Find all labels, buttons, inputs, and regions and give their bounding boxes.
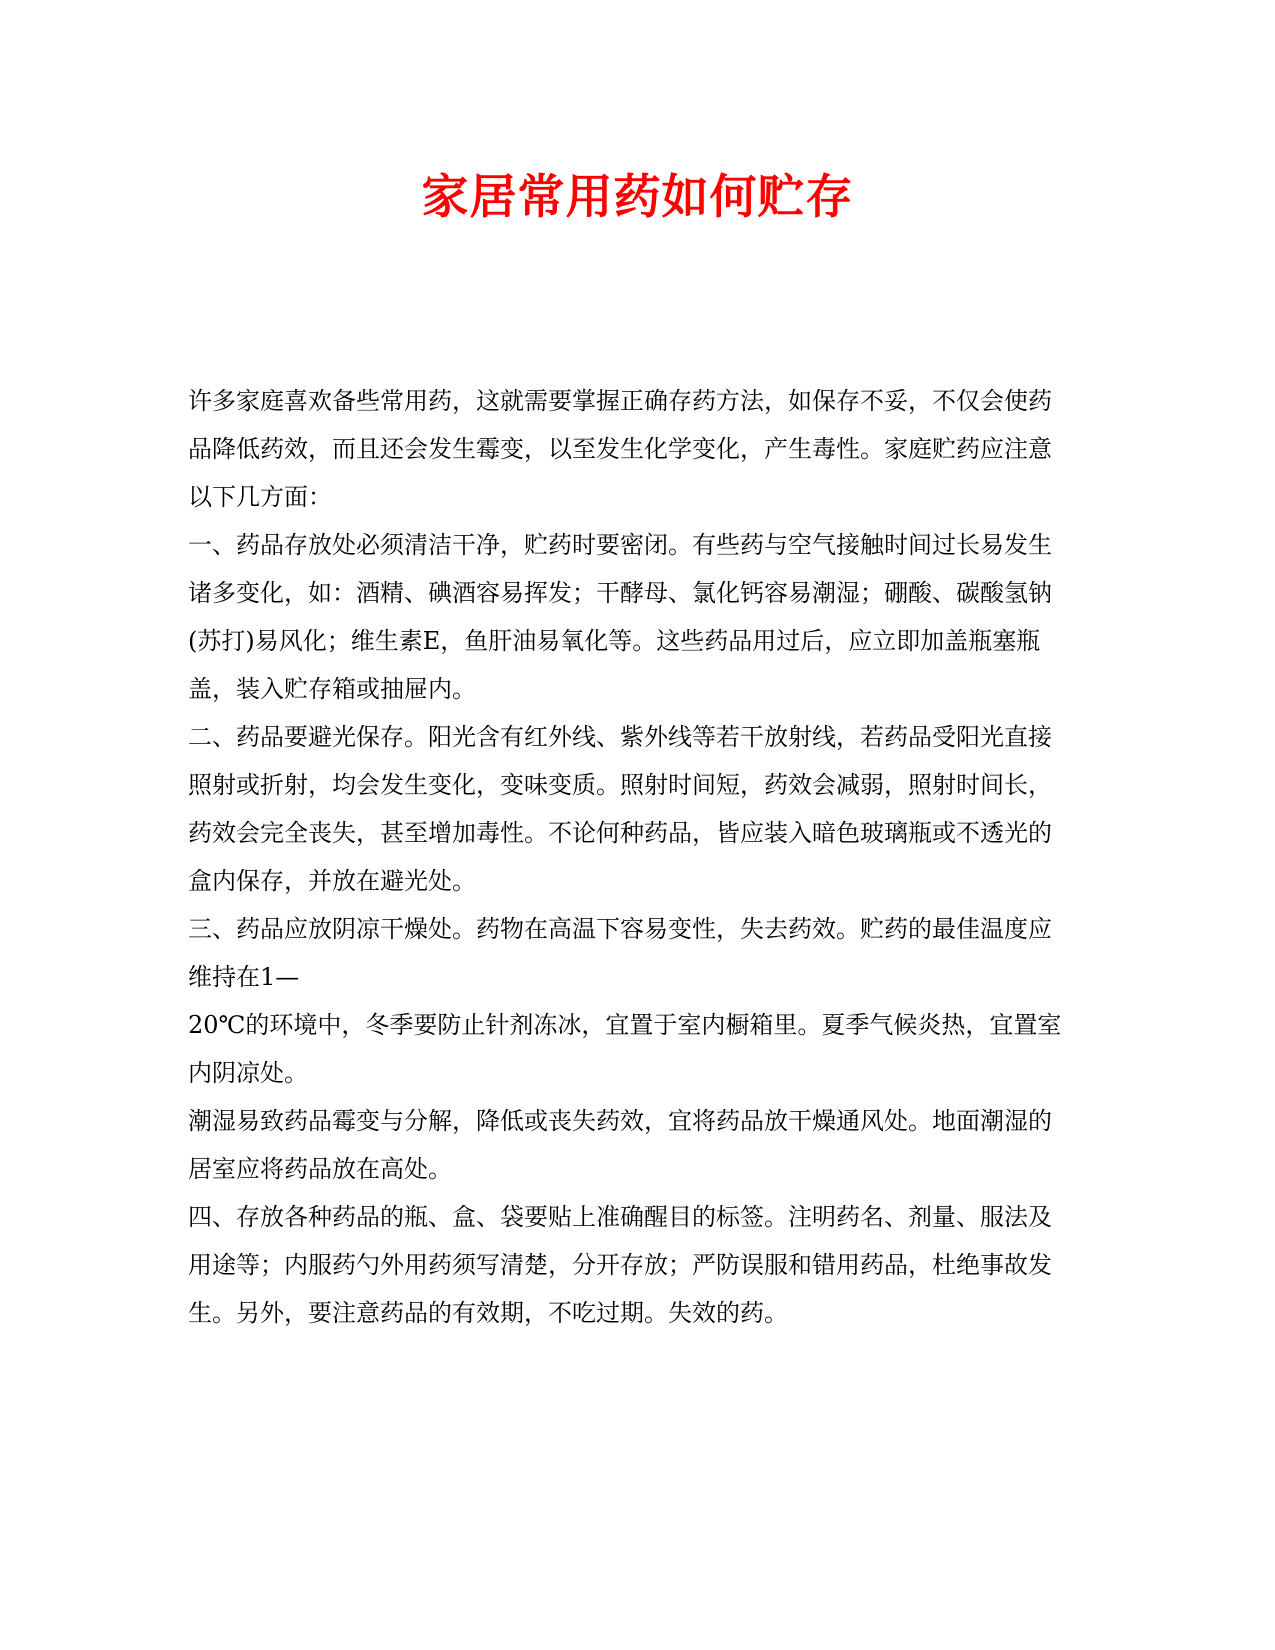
body-line: 以下几方面： (188, 483, 332, 511)
body-line: 居室应将药品放在高处。 (188, 1155, 452, 1183)
body-line: 维持在1— (188, 963, 300, 991)
document-body (188, 377, 1094, 1337)
document-title: 家居常用药如何贮存 (421, 170, 854, 225)
body-line: 许多家庭喜欢备些常用药，这就需要掌握正确存药方法，如保存不妥，不仅会使药 (188, 387, 1052, 415)
body-line: 盖，装入贮存箱或抽屉内。 (188, 675, 476, 703)
body-line: 内阴凉处。 (188, 1059, 308, 1087)
body-line: 20℃的环境中，冬季要防止针剂冻冰，宜置于室内橱箱里。夏季气候炎热，宜置室 (188, 1011, 1062, 1039)
body-line: 三、药品应放阴凉干燥处。药物在高温下容易变性，失去药效。贮药的最佳温度应 (188, 915, 1052, 943)
body-line: 照射或折射，均会发生变化，变味变质。照射时间短，药效会减弱，照射时间长， (188, 771, 1052, 799)
body-line: 药效会完全丧失，甚至增加毒性。不论何种药品，皆应装入暗色玻璃瓶或不透光的 (188, 819, 1052, 847)
body-line: 诸多变化，如：酒精、碘酒容易挥发；干酵母、氯化钙容易潮湿；硼酸、碳酸氢钠 (188, 579, 1052, 607)
body-line: (苏打)易风化；维生素E，鱼肝油易氧化等。这些药品用过后，应立即加盖瓶塞瓶 (188, 627, 1041, 655)
body-line: 四、存放各种药品的瓶、盒、袋要贴上准确醒目的标签。注明药名、剂量、服法及 (188, 1203, 1052, 1231)
body-line: 一、药品存放处必须清洁干净，贮药时要密闭。有些药与空气接触时间过长易发生 (188, 531, 1052, 559)
body-line: 品降低药效，而且还会发生霉变，以至发生化学变化，产生毒性。家庭贮药应注意 (188, 435, 1052, 463)
body-line: 二、药品要避光保存。阳光含有红外线、紫外线等若干放射线，若药品受阳光直接 (188, 723, 1052, 751)
body-line: 盒内保存，并放在避光处。 (188, 867, 476, 895)
body-line: 用途等；内服药勺外用药须写清楚，分开存放；严防误服和错用药品，杜绝事故发 (188, 1251, 1052, 1279)
body-line: 生。另外，要注意药品的有效期，不吃过期。失效的药。 (188, 1299, 788, 1327)
body-line: 潮湿易致药品霉变与分解，降低或丧失药效，宜将药品放干燥通风处。地面潮湿的 (188, 1107, 1052, 1135)
